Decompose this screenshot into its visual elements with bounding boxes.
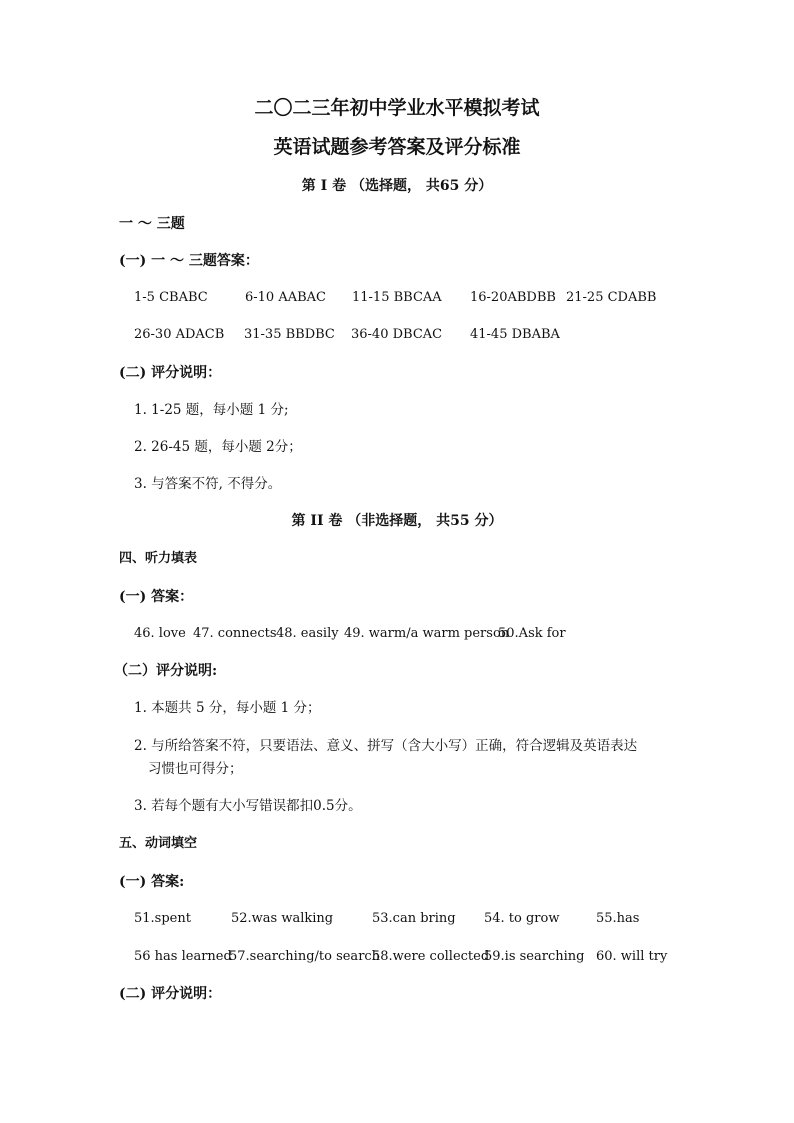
part1-answers-heading: (一) 一 ～ 三题答案： (119, 253, 259, 269)
scoring-item: 2. 26-45 题，每小题 2分； (134, 439, 302, 455)
section5-scoring-heading: (二) 评分说明： (119, 986, 222, 1002)
answer-group: 31-35 BBDBC (244, 327, 335, 342)
answer-item: 53.can bring (372, 911, 456, 926)
section5-title: 五、动词填空 (119, 836, 198, 851)
answer-item: 59.is searching (484, 949, 585, 964)
answer-item: 49. warm/a warm person (344, 626, 510, 641)
answer-item: 46. love (134, 626, 186, 641)
section4-answers-heading: (一) 答案： (119, 589, 194, 605)
answer-item: 52.was walking (231, 911, 334, 926)
answer-item: 47. connects (193, 626, 277, 641)
scoring-item: 3. 与答案不符, 不得分。 (134, 476, 282, 492)
answer-group: 36-40 DBCAC (351, 327, 443, 342)
answer-item: 57.searching/to search (229, 949, 381, 964)
scoring-item: 2. 与所给答案不符，只要语法、意义、拼写（含大小写）正确，符合逻辑及英语表达 (134, 738, 638, 754)
answer-group: 6-10 AABAC (245, 290, 327, 305)
answer-item: 54. to grow (484, 911, 560, 926)
part1-section-title: 一 ～ 三题 (119, 216, 185, 232)
answer-group: 21-25 CDABB (566, 290, 657, 305)
answer-item: 50.Ask for (498, 626, 566, 641)
part1-scoring-heading: (二) 评分说明： (119, 365, 222, 381)
scoring-item: 1. 1-25 题，每小题 1 分; (134, 402, 289, 418)
answer-item: 58.were collected (372, 949, 490, 964)
answer-group: 1-5 CBABC (134, 290, 208, 305)
answer-item: 51.spent (134, 911, 191, 926)
section5-answers-heading: (一) 答案: (119, 874, 185, 890)
answer-item: 55.has (596, 911, 640, 926)
scoring-item: 1. 本题共 5 分，每小题 1 分； (134, 700, 321, 716)
answer-group: 26-30 ADACB (134, 327, 225, 342)
answer-group: 11-15 BBCAA (352, 290, 442, 305)
exam-title: 二〇二三年初中学业水平模拟考试 (254, 97, 540, 119)
part1-heading: 第 I 卷 （选择题， 共65 分） (301, 178, 493, 194)
answer-item: 60. will try (596, 949, 668, 964)
scoring-item: 3. 若每个题有大小写错误都扣0.5分。 (134, 798, 362, 814)
part2-heading: 第 II 卷 （非选择题， 共55 分） (291, 513, 503, 529)
answer-item: 48. easily (276, 626, 339, 641)
answer-item: 56 has learned (134, 949, 232, 964)
answer-group: 41-45 DBABA (470, 327, 560, 342)
exam-subtitle: 英语试题参考答案及评分标准 (273, 136, 521, 158)
section4-title: 四、听力填表 (119, 551, 198, 566)
scoring-item-continuation: 习惯也可得分； (148, 761, 243, 777)
answer-group: 16-20ABDBB (470, 290, 556, 305)
section4-scoring-heading: （二）评分说明: (114, 663, 218, 679)
